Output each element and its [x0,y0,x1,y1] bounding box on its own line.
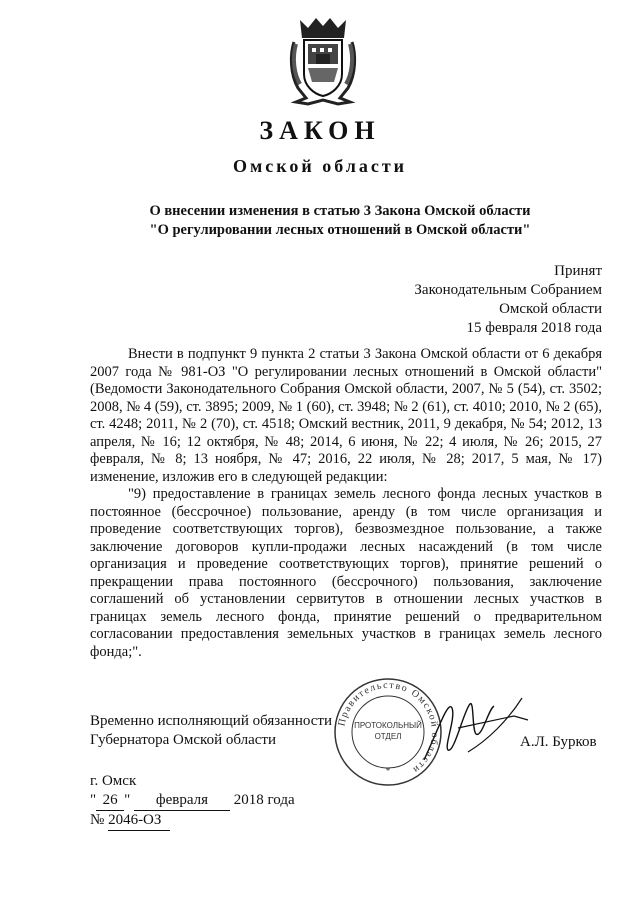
body-paragraph-2: "9) предоставление в границах земель лесного фонда лесных участков в постоянное (бессрочное) пользование, аренду (в том числе организация и проведение соответствующих торгов), безвозмездное пользование, а также заключение договоров купли-продажи лесных насаждений (в том числе организация и проведение соответствующих торгов), принятие решений о прекращении права постоянного (бессрочного) пользования, заключение соглашений об установлении сервитутов в отношении лесных участков в границах земель лесного фонда, принятие решений о предварительном согласовании предоставления земельных участков в границах земель лесного фонда;". [90,486,602,660]
signing-date [90,791,295,811]
adoption-block [414,262,602,338]
adoption-line-2: Законодательным Собранием [414,282,602,298]
signatory-position [90,712,332,750]
law-number-prefix: № [90,812,105,828]
body-paragraph-1: Внести в подпункт 9 пункта 2 статьи 3 Закона Омской области от 6 декабря 2007 года № 981-ОЗ "О регулировании лесных отношений в Омской области" (Ведомости Законодательного Собрания Омской области, 2007, № 5 (54), ст. 3502; 2008, № 4 (59), ст. 3895; 2009, № 1 (60), ст. 3948; № 2 (61), ст. 4010; 2010, № 2 (65), ст. 4248; 2011, № 2 (70), ст. 4518; Омский вестник, 2011, 9 декабря, № 54; 2012, 13 апреля, № 16; 12 октября, № 48; 2014, 6 июня, № 22; 4 июля, № 26; 2015, 27 февраля, № 8; 13 ноября, № 47; 2016, 22 июля, № 28; 2017, 5 мая, № 17) изменение, изложив его в следующей редакции: [90,346,602,485]
law-body [90,346,602,661]
svg-text:*: * [385,766,391,776]
adoption-date: 15 февраля 2018 года [466,320,602,336]
city: г. Омск [90,773,137,789]
handwritten-signature [418,690,538,770]
stamp-ring-text: Правительство Омской области [336,679,441,776]
date-day: 26 [96,791,124,811]
adoption-line-3: Омской области [499,301,602,317]
stamp-center-line-1: ПРОТОКОЛЬНЫЙ [354,721,422,730]
law-number-value: 2046-ОЗ [108,811,170,831]
date-close-quote: " [124,792,131,808]
law-heading-line-2: "О регулировании лесных отношений в Омской области" [149,222,531,238]
law-number [90,811,295,831]
place-date-number [90,772,295,831]
stamp-center-line-2: ОТДЕЛ [374,732,402,741]
law-heading-line-1: О внесении изменения в статью 3 Закона Омской области [149,203,531,219]
coat-of-arms-emblem [288,14,358,106]
signatory-position-line-2: Губернатора Омской области [90,732,276,748]
document-subtitle: Омской области [232,156,408,176]
signatory-position-line-1: Временно исполняющий обязанности [90,713,333,729]
signatory-name: А.Л. Бурков [520,734,597,750]
date-month: февраля [134,791,230,811]
date-year: 2018 года [233,792,295,808]
law-heading [90,202,590,240]
date-open-quote: " [90,792,97,808]
document-title: ЗАКОН [259,116,381,145]
adoption-line-1: Принят [554,263,602,279]
